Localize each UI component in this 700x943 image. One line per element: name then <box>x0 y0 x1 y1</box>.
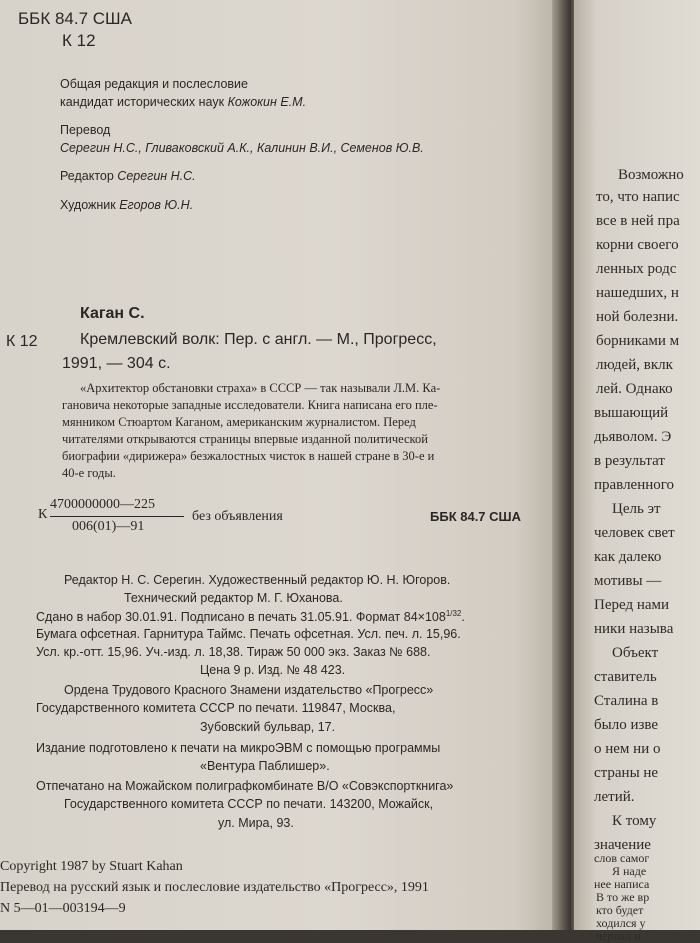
facing-line: о нем ни о <box>594 741 661 757</box>
editor-label: Редактор <box>60 169 114 183</box>
artist-credit <box>60 199 193 212</box>
imprint-line-3 <box>36 610 465 624</box>
fraction-bar <box>50 516 184 517</box>
facing-line: ходился у <box>596 916 646 930</box>
facing-line: значение <box>594 837 651 853</box>
facing-line: как далеко <box>594 549 662 565</box>
facing-line: Сталина в <box>594 693 659 709</box>
facing-line: слов самог <box>594 851 650 865</box>
facing-line: черпал и <box>596 929 641 943</box>
catalog-desc-line-6: 40-е годы. <box>62 466 116 480</box>
catalog-desc-line-5: биографии «дирижера» безжалостных чисток в нашей стране в 30-е и <box>62 449 435 463</box>
facing-line: Возможно <box>618 167 684 183</box>
facing-line: Объект <box>612 645 659 661</box>
facing-line: В то же вр <box>596 890 650 904</box>
facing-line: было изве <box>594 717 659 733</box>
translation-label: Перевод <box>60 123 111 137</box>
editor-name: Серегин Н.С. <box>117 169 196 183</box>
catalog-code-numerator: 4700000000—225 <box>50 497 155 512</box>
facing-line: ленных родс <box>596 261 677 277</box>
catalog-desc-line-2: гановича некоторые западные исследователи. Книга написана его пле- <box>62 398 438 412</box>
catalog-desc-line-1: «Архитектор обстановки страха» в СССР — так называли Л.М. Ка- <box>80 381 441 395</box>
editor-credit <box>60 170 196 183</box>
catalog-code-prefix: К <box>38 507 48 522</box>
isbn-line: N 5—01—003194—9 <box>0 901 126 916</box>
catalog-desc-line-4: читателями открываются страницы впервые изданной политической <box>62 432 428 446</box>
catalog-code-note: без объявления <box>192 509 283 524</box>
facing-line: кто будет <box>596 903 644 917</box>
facing-line: ной болезни. <box>596 309 679 325</box>
imprint-line-11: «Вентура Паблишер». <box>200 759 330 773</box>
translators: Серегин Н.С., Гливаковский А.К., Калинин В.И., Семенов Ю.В. <box>60 141 424 155</box>
facing-line: нее написа <box>594 877 650 891</box>
editorial-name: Кожокин Е.М. <box>227 95 307 109</box>
facing-page <box>574 0 700 943</box>
facing-line: вышающий <box>594 405 669 421</box>
facing-line: корни своего <box>596 237 679 253</box>
facing-line: борниками м <box>596 333 680 349</box>
imprint-line-3-end: . <box>461 610 465 625</box>
facing-line: Цель эт <box>612 501 661 517</box>
facing-line: дьяволом. Э <box>594 429 672 445</box>
editorial-line-2 <box>60 96 306 109</box>
artist-name: Егоров Ю.Н. <box>119 198 194 212</box>
editorial-line-1: Общая редакция и послесловие <box>60 77 248 91</box>
catalog-title-line-2: 1991, — 304 с. <box>62 355 171 372</box>
imprint-line-5: Усл. кр.-отт. 15,96. Уч.-изд. л. 18,38. Тираж 50 000 экз. Заказ № 688. <box>36 645 431 659</box>
facing-line: летий. <box>594 789 635 805</box>
imprint-line-8: Государственного комитета СССР по печати. 119847, Москва, <box>36 701 396 715</box>
facing-line: Перед нами <box>594 597 670 613</box>
facing-line: лей. Однако <box>596 381 673 397</box>
facing-line: Я наде <box>612 864 647 878</box>
imprint-line-4: Бумага офсетная. Гарнитура Таймс. Печать офсетная. Усл. печ. л. 15,96. <box>36 627 461 641</box>
catalog-title-line-1: Кремлевский волк: Пер. с англ. — М., Прогресс, <box>80 331 437 348</box>
imprint-line-6: Цена 9 р. Изд. № 48 423. <box>200 663 346 677</box>
facing-line: страны не <box>594 765 659 781</box>
facing-line: ники называ <box>594 621 674 637</box>
format-fraction: 1/32 <box>445 609 462 618</box>
imprint-line-9: Зубовский бульвар, 17. <box>200 720 336 734</box>
facing-line: нашедших, н <box>596 285 679 301</box>
facing-line: правленного <box>594 477 675 493</box>
editorial-prefix: кандидат исторических наук <box>60 95 225 109</box>
facing-line: людей, вклк <box>596 357 673 373</box>
catalog-desc-line-3: мянником Стюартом Каганом, американским журналистом. Перед <box>62 415 416 429</box>
imprint-line-12: Отпечатано на Можайском полиграфкомбинате В/О «Совэкспорткнига» <box>36 779 454 793</box>
catalog-bbk: ББК 84.7 США <box>430 509 521 524</box>
imprint-line-10: Издание подготовлено к печати на микроЭВМ с помощью программы <box>36 741 441 755</box>
index-header: К 12 <box>62 31 96 50</box>
imprint-line-3-main: Сдано в набор 30.01.91. Подписано в печать 31.05.91. Формат 84×108 <box>36 610 446 625</box>
facing-line: мотивы — <box>594 573 662 589</box>
copyright-line: Copyright 1987 by Stuart Kahan <box>0 859 183 874</box>
artist-label: Художник <box>60 198 116 212</box>
catalog-code-denominator: 006(01)—91 <box>72 519 145 534</box>
facing-line: то, что напис <box>596 189 680 205</box>
imprint-line-14: ул. Мира, 93. <box>218 816 294 830</box>
facing-line: все в ней пра <box>596 213 680 229</box>
translation-copyright: Перевод на русский язык и послесловие издательство «Прогресс», 1991 <box>0 880 429 895</box>
facing-line: ставитель <box>594 669 657 685</box>
facing-line: К тому <box>612 813 657 829</box>
facing-line: в результат <box>594 453 665 469</box>
imprint-line-2: Технический редактор М. Г. Юханова. <box>124 591 343 605</box>
facing-line: человек свет <box>594 525 675 541</box>
imprint-line-7: Ордена Трудового Красного Знамени издательство «Прогресс» <box>64 683 434 697</box>
catalog-author: Каган С. <box>80 305 145 322</box>
imprint-line-1: Редактор Н. С. Серегин. Художественный редактор Ю. Н. Югоров. <box>64 573 451 587</box>
bbk-header: ББК 84.7 США <box>18 9 132 28</box>
imprint-line-13: Государственного комитета СССР по печати. 143200, Можайск, <box>64 797 434 811</box>
catalog-index: К 12 <box>6 333 38 350</box>
